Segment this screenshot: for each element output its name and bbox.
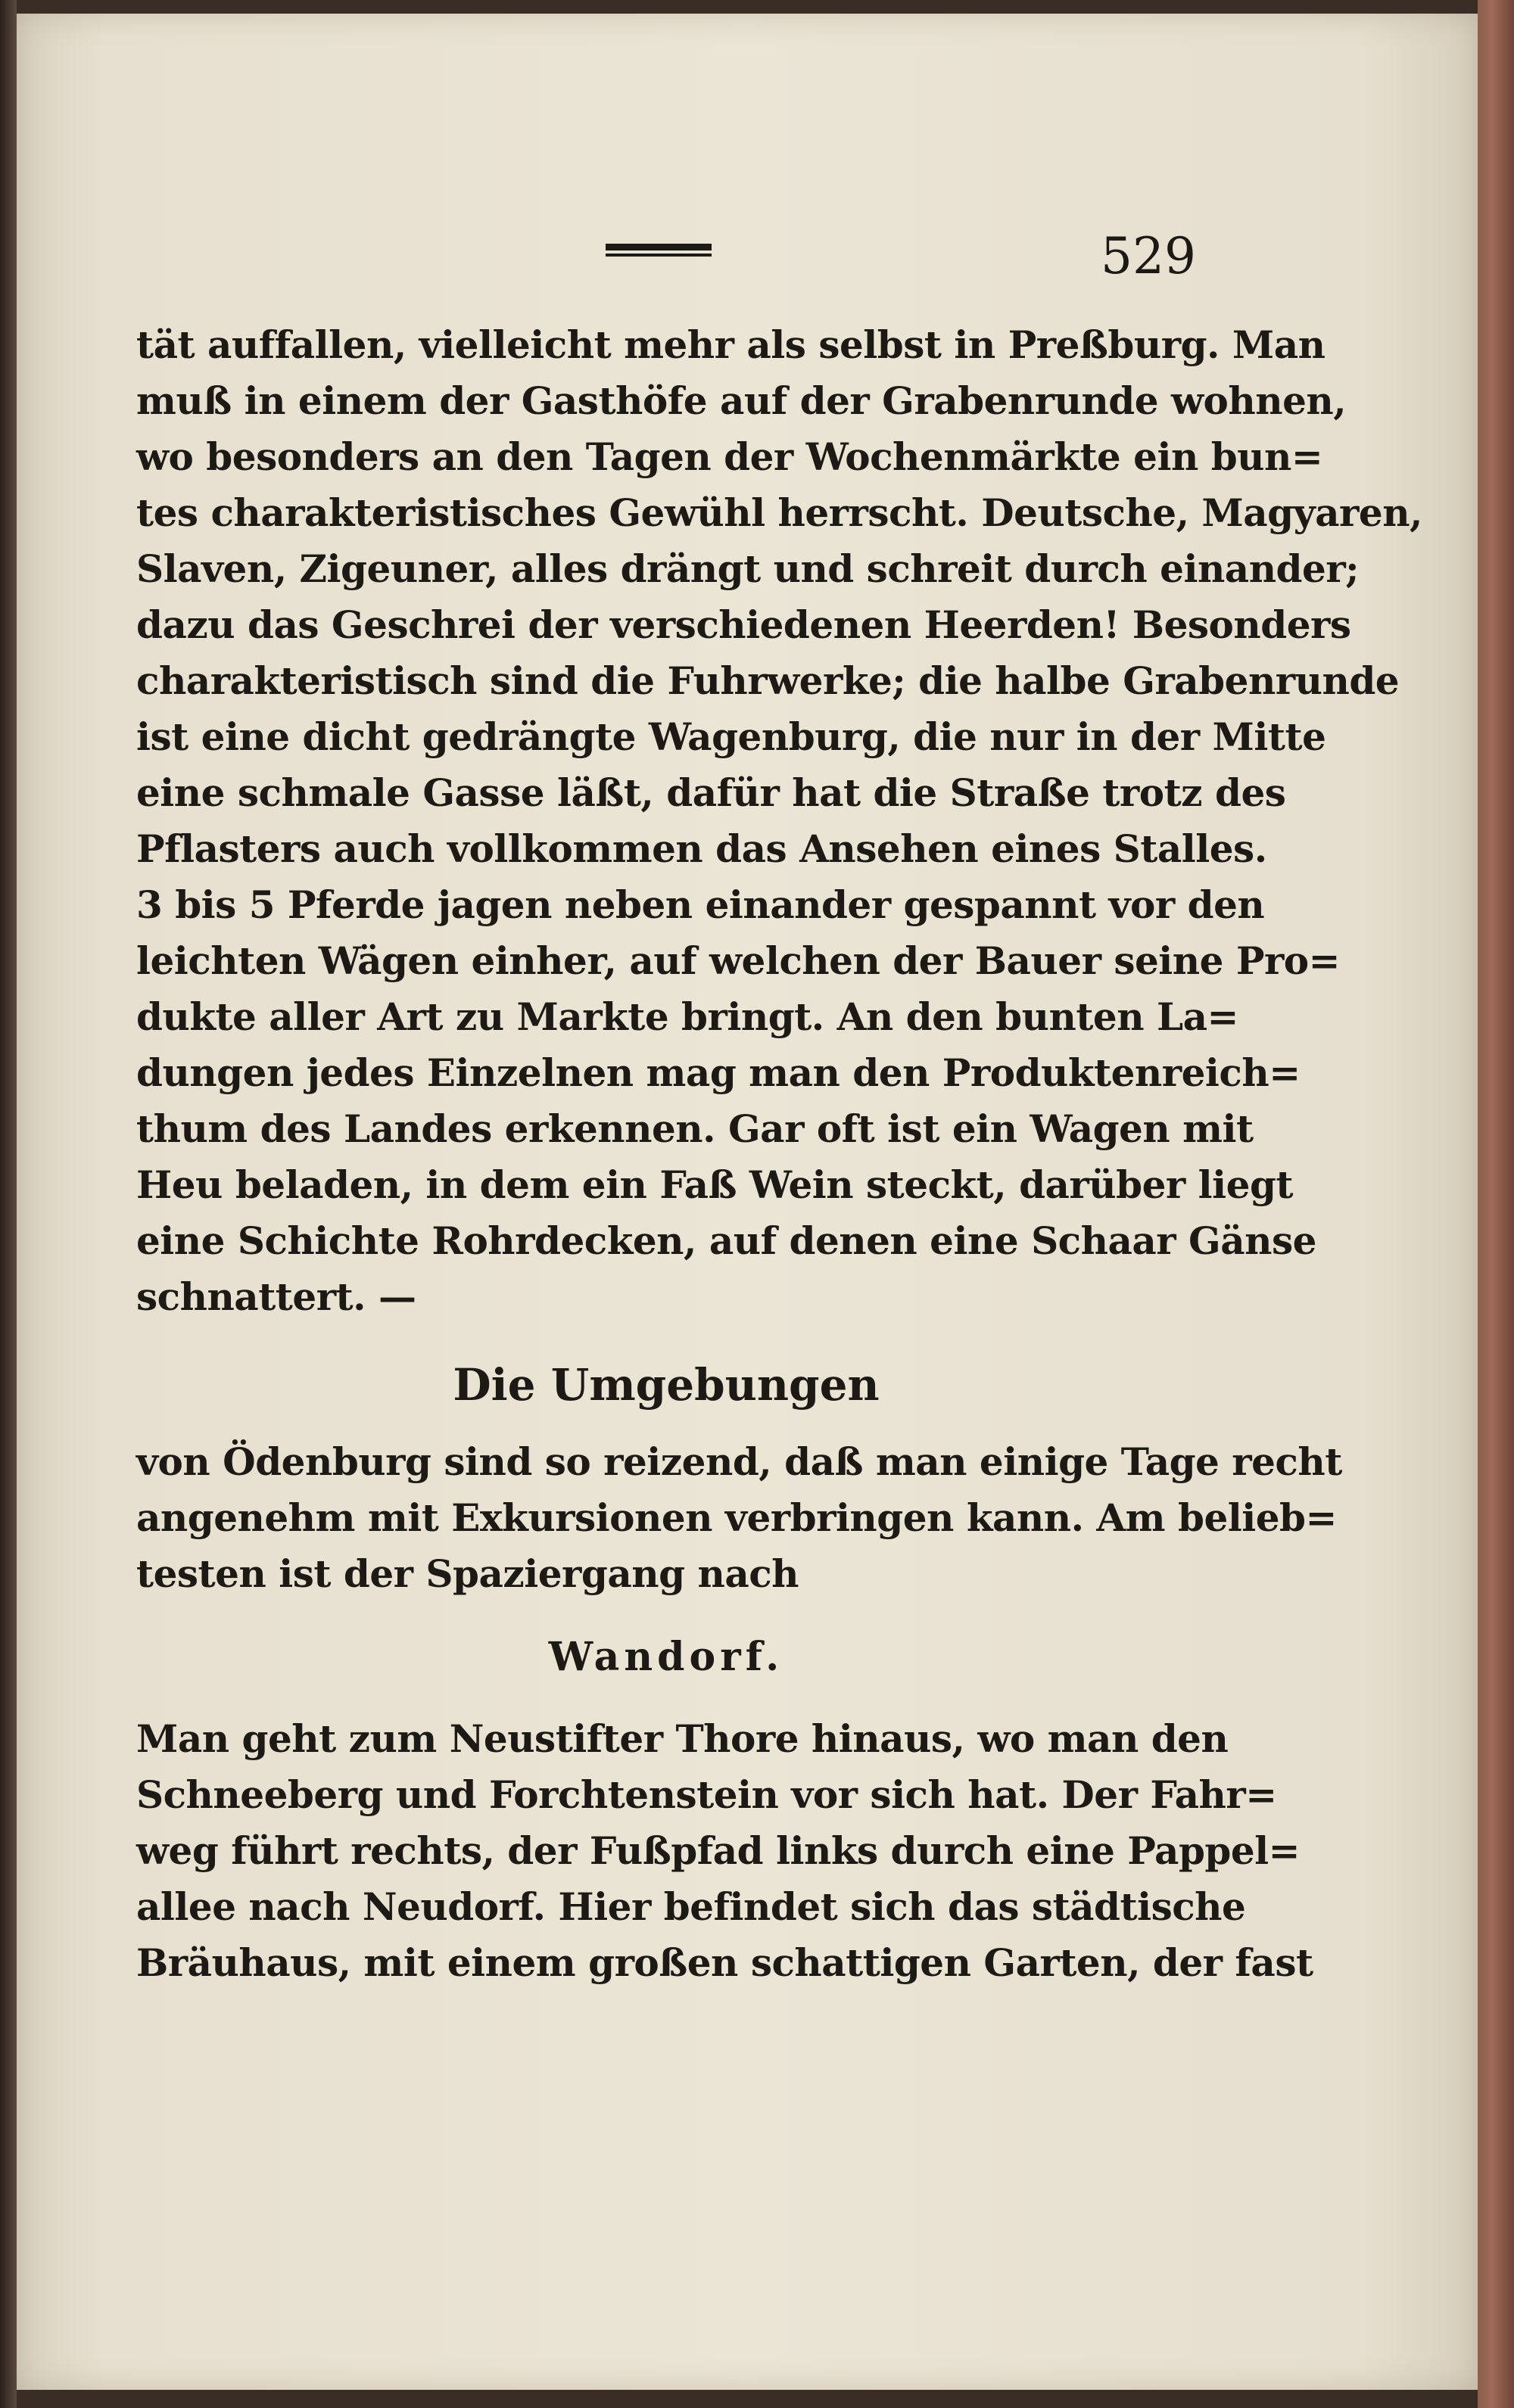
text-line: wo besonders an den Tagen der Wochenmärkte ein bun= xyxy=(136,434,1323,479)
text-line: testen ist der Spaziergang nach xyxy=(136,1551,799,1596)
text-line: muß in einem der Gasthöfe auf der Grabenrunde wohnen, xyxy=(136,378,1347,423)
text-line: allee nach Neudorf. Hier befindet sich das städtische xyxy=(136,1884,1246,1929)
text-line: Pflasters auch vollkommen das Ansehen eines Stalles. xyxy=(136,826,1267,871)
text-line: tät auffallen, vielleicht mehr als selbst in Preßburg. Man xyxy=(136,322,1326,367)
text-line: charakteristisch sind die Fuhrwerke; die halbe Grabenrunde xyxy=(136,658,1400,703)
text-line: weg führt rechts, der Fußpfad links durch eine Pappel= xyxy=(136,1828,1301,1873)
text-line: Schneeberg und Forchtenstein vor sich hat. Der Fahr= xyxy=(136,1772,1277,1817)
text-line: tes charakteristisches Gewühl herrscht. Deutsche, Magyaren, xyxy=(136,490,1422,535)
text-line: Slaven, Zigeuner, alles drängt und schreit durch einander; xyxy=(136,546,1360,591)
subsection-heading: Wandorf. xyxy=(548,1634,784,1680)
text-line: von Ödenburg sind so reizend, daß man einige Tage recht xyxy=(136,1439,1342,1484)
text-line: dungen jedes Einzelnen mag man den Produktenreich= xyxy=(136,1050,1301,1095)
header-rule xyxy=(606,244,712,260)
text-line: eine schmale Gasse läßt, dafür hat die Straße trotz des xyxy=(136,770,1286,815)
text-line: eine Schichte Rohrdecken, auf denen eine Schaar Gänse xyxy=(136,1218,1316,1263)
text-line: leichten Wägen einher, auf welchen der Bauer seine Pro= xyxy=(136,938,1341,983)
section-heading: Die Umgebungen xyxy=(453,1359,880,1411)
book-left-edge xyxy=(0,0,17,2408)
text-line: ist eine dicht gedrängte Wagenburg, die nur in der Mitte xyxy=(136,714,1326,759)
header-rule-thin xyxy=(606,254,712,257)
text-line: angenehm mit Exkursionen verbringen kann. Am belieb= xyxy=(136,1495,1337,1540)
book-spine-edge xyxy=(1478,0,1514,2408)
text-line: dazu das Geschrei der verschiedenen Heerden! Besonders xyxy=(136,602,1351,647)
page-number: 529 xyxy=(1101,227,1196,285)
text-line: thum des Landes erkennen. Gar oft ist ein Wagen mit xyxy=(136,1106,1254,1151)
text-line: 3 bis 5 Pferde jagen neben einander gespannt vor den xyxy=(136,882,1265,927)
text-line: schnattert. — xyxy=(136,1274,416,1319)
text-line: dukte aller Art zu Markte bringt. An den bunten La= xyxy=(136,994,1238,1039)
header-rule-thick xyxy=(606,244,712,250)
text-line: Bräuhaus, mit einem großen schattigen Garten, der fast xyxy=(136,1940,1313,1985)
text-line: Heu beladen, in dem ein Faß Wein steckt, darüber liegt xyxy=(136,1162,1294,1207)
text-line: Man geht zum Neustifter Thore hinaus, wo man den xyxy=(136,1716,1229,1761)
